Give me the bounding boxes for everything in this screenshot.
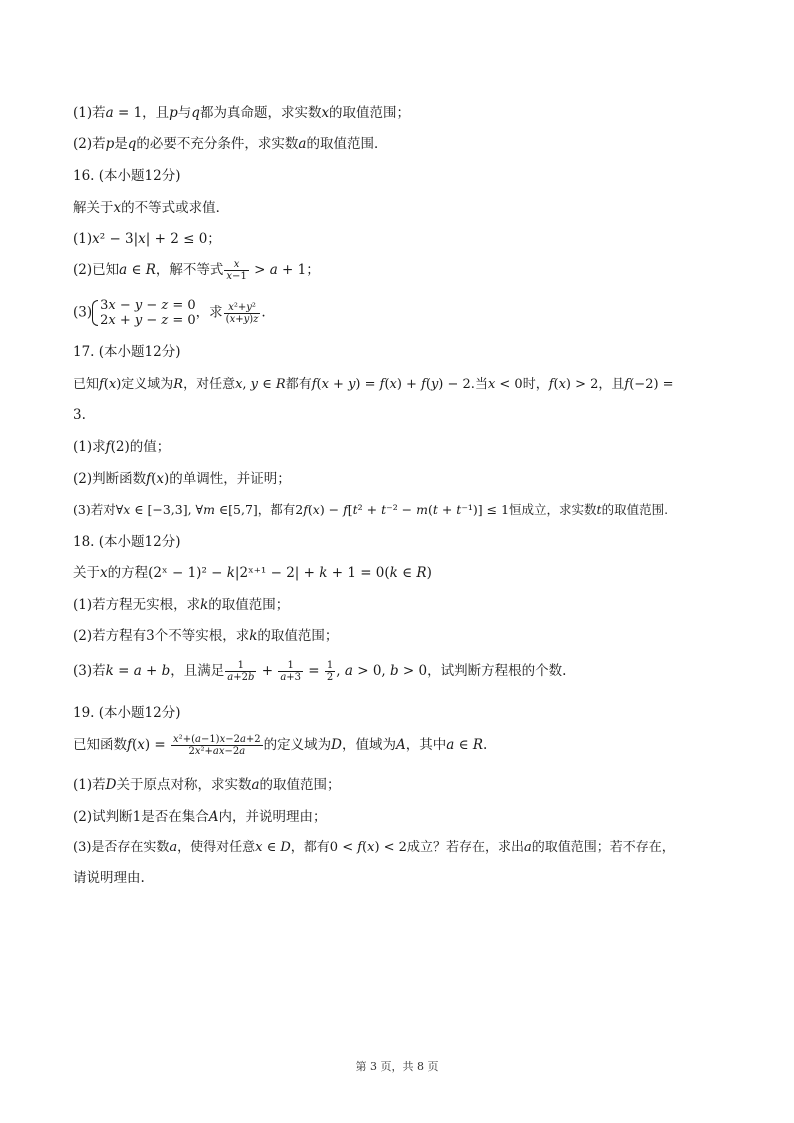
q18-intro: 关于𝑥的方程(2ˣ − 1)² − 𝑘|2ˣ⁺¹ − 2| + 𝑘 + 1 = 0(𝑘 ∈ 𝑅) <box>73 565 432 581</box>
q18-plus: + <box>257 663 278 679</box>
q17-intro-line2: 3. <box>73 407 86 423</box>
q18-part2: (2)若方程有3个不等实根，求𝑘的取值范围； <box>73 628 339 644</box>
q17-intro-line1: 已知𝑓(𝑥)定义域为𝑅，对任意𝑥, 𝑦 ∈ 𝑅都有𝑓(𝑥 + 𝑦) = 𝑓(𝑥) + 𝑓(𝑦) − 2.当𝑥 < 0时，𝑓(𝑥) > 2，且𝑓(−2) = <box>73 377 674 392</box>
fraction-denominator: (𝑥+𝑦)𝑧 <box>225 313 259 325</box>
q19-intro <box>73 734 734 757</box>
q18-part3 <box>73 660 734 683</box>
fraction-numerator: 𝑥²+𝑦² <box>224 302 261 314</box>
q19-part3-line2: 请说明理由. <box>73 870 145 886</box>
q18-equals: = <box>304 663 324 679</box>
q18-fraction-2 <box>278 660 303 683</box>
q18-fraction-3 <box>325 660 335 683</box>
q16-part2-fraction <box>224 259 248 282</box>
fraction-denominator: 𝑎+3 <box>280 672 302 683</box>
q16-part2-pre: (2)已知𝑎 ∈ 𝑅，解不等式 <box>73 262 224 278</box>
q19-intro-post: 的定义域为𝐷，值域为𝐴，其中𝑎 ∈ 𝑅. <box>263 737 488 753</box>
q17-part1: (1)求𝑓(2)的值； <box>73 439 171 455</box>
q19-header: 19. (本小题12分) <box>73 705 181 721</box>
q17-header: 17. (本小题12分) <box>73 344 181 360</box>
fraction-denominator: 𝑎+2𝑏 <box>227 672 255 683</box>
q18-header: 18. (本小题12分) <box>73 534 181 550</box>
q19-part1: (1)若𝐷关于原点对称，求实数𝑎的取值范围； <box>73 777 341 793</box>
q19-function-fraction <box>171 734 263 757</box>
q15-part1: (1)若𝑎 = 1，且𝑝与𝑞都为真命题，求实数𝑥的取值范围； <box>73 105 411 121</box>
fraction-denominator: 2𝑥²+𝑎𝑥−2𝑎 <box>188 746 246 757</box>
fraction-denominator: 2 <box>326 672 334 683</box>
q19-intro-pre: 已知函数𝑓(𝑥) = <box>73 737 171 753</box>
q17-part3: (3)若对∀𝑥 ∈ [−3,3], ∀𝑚 ∈[5,7]，都有2𝑓(𝑥) − 𝑓[𝑡² + 𝑡⁻² − 𝑚(𝑡 + 𝑡⁻¹)] ≤ 1恒成立，求实数𝑡的取值范围. <box>73 502 669 517</box>
fraction-numerator: 𝑥²+(𝑎−1)𝑥−2𝑎+2 <box>173 734 261 745</box>
page-footer: 第 3 页，共 8 页 <box>355 1060 439 1073</box>
equation-system <box>92 298 196 328</box>
q16-part3-fraction <box>224 302 261 325</box>
q18-part3-pre: (3)若𝑘 = 𝑎 + 𝑏，且满足 <box>73 663 225 679</box>
fraction-numerator: 𝑥 <box>224 259 248 271</box>
q15-part2: (2)若𝑝是𝑞的必要不充分条件，求实数𝑎的取值范围． <box>73 136 388 152</box>
q17-part2: (2)判断函数𝑓(𝑥)的单调性，并证明； <box>73 471 291 487</box>
q16-header: 16. (本小题12分) <box>73 168 181 184</box>
q18-part1: (1)若方程无实根，求𝑘的取值范围； <box>73 597 290 613</box>
q19-part3-line1: (3)是否存在实数𝑎，使得对任意𝑥 ∈ 𝐷，都有0 < 𝑓(𝑥) < 2成立？若存在，求出𝑎的取值范围；若不存在， <box>73 840 675 855</box>
fraction-numerator: 1 <box>225 660 256 672</box>
equation-2: 2𝑥 + 𝑦 − 𝑧 = 0 <box>100 313 196 328</box>
equation-1: 3𝑥 − 𝑦 − 𝑧 = 0 <box>100 298 196 313</box>
q18-part3-post: , 𝑎 > 0, 𝑏 > 0，试判断方程根的个数. <box>336 663 567 679</box>
q16-part3-post: . <box>261 304 266 321</box>
q16-part1: (1)𝑥² − 3|𝑥| + 2 ≤ 0； <box>73 231 221 247</box>
fraction-numerator: 1 <box>326 660 334 671</box>
q16-part2 <box>73 259 734 282</box>
q16-part3-mid: ，求 <box>195 304 223 321</box>
q19-part2: (2)试判断1是否在集合𝐴内，并说明理由； <box>73 809 327 825</box>
q16-part3 <box>73 298 734 328</box>
fraction-numerator: 1 <box>278 660 303 672</box>
q16-part3-pre: (3) <box>73 304 93 321</box>
q16-part2-post: > 𝑎 + 1； <box>249 262 320 278</box>
q16-intro: 解关于𝑥的不等式或求值． <box>73 200 230 216</box>
q18-fraction-1 <box>225 660 256 683</box>
fraction-denominator: 𝑥−1 <box>226 271 247 282</box>
